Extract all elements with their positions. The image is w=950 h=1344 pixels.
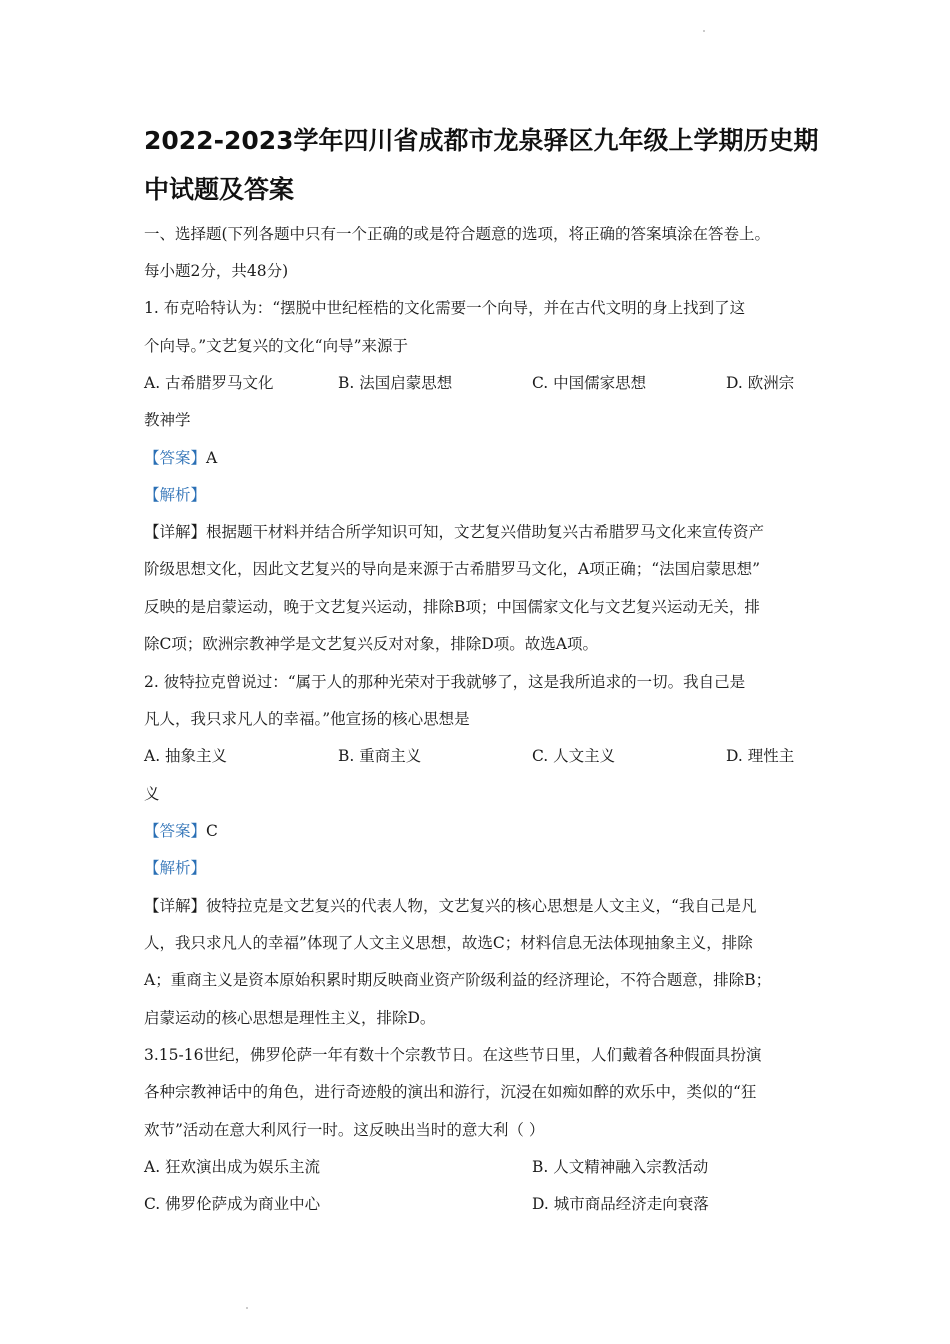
answer-tag: 【答案】: [144, 449, 207, 467]
q2-detail-line-2: 人，我只求凡人的幸福”体现了人文主义思想，故选C；材料信息无法体现抽象主义，排除: [144, 934, 753, 952]
answer-value: A: [206, 449, 218, 467]
q1-detail-line-2: 阶级思想文化，因此文艺复兴的导向是来源于古希腊罗马文化，A项正确；“法国启蒙思想”: [144, 560, 761, 578]
scan-dot: [246, 1307, 248, 1309]
page-title-line-2: 中试题及答案: [144, 175, 295, 204]
q1-detail-line-1: [144, 522, 764, 542]
q1-option-c: C. 中国儒家思想: [532, 374, 647, 392]
page-title-line-1: 2022-2023学年四川省成都市龙泉驿区九年级上学期历史期: [144, 126, 819, 155]
q2-option-b: B. 重商主义: [338, 747, 422, 765]
q3-option-c: C. 佛罗伦萨成为商业中心: [144, 1195, 321, 1213]
section-instruction-line-1: 一、选择题(下列各题中只有一个正确的或是符合题意的选项，将正确的答案填涂在答卷上。: [144, 225, 771, 243]
q2-analysis-tag: 【解析】: [144, 859, 207, 877]
q2-detail-line-3: A；重商主义是资本原始积累时期反映商业资产阶级利益的经济理论，不符合题意，排除B；: [144, 971, 772, 989]
q1-stem-line-2: 个向导。”文艺复兴的文化“向导”来源于: [144, 337, 409, 355]
q3-stem-line-2: 各种宗教神话中的角色，进行奇迹般的演出和游行，沉浸在如痴如醉的欢乐中，类似的“狂: [144, 1083, 757, 1101]
answer-tag: 【答案】: [144, 822, 207, 840]
q1-detail-line-4: 除C项；欧洲宗教神学是文艺复兴反对对象，排除D项。故选A项。: [144, 635, 598, 653]
answer-value: C: [206, 822, 218, 840]
q1-analysis-tag: 【解析】: [144, 486, 207, 504]
q2-detail-line-4: 启蒙运动的核心思想是理性主义，排除D。: [144, 1009, 436, 1027]
q3-option-a: A. 狂欢演出成为娱乐主流: [144, 1158, 321, 1176]
detail-text: 根据题干材料并结合所学知识可知，文艺复兴借助复兴古希腊罗马文化来宣传资产: [206, 523, 765, 541]
q2-answer: [144, 821, 218, 841]
q2-option-a: A. 抽象主义: [144, 747, 228, 765]
q2-stem-line-1: 2. 彼特拉克曾说过：“属于人的那种光荣对于我就够了，这是我所追求的一切。我自己是: [144, 673, 746, 691]
section-instruction-line-2: 每小题2分，共48分): [144, 262, 289, 280]
q3-option-d: D. 城市商品经济走向衰落: [532, 1195, 709, 1213]
detail-tag: 【详解】: [144, 523, 207, 541]
q1-option-a: A. 古希腊罗马文化: [144, 374, 274, 392]
scan-dot: [703, 30, 705, 32]
q3-stem-line-3: 欢节”活动在意大利风行一时。这反映出当时的意大利（ ）: [144, 1121, 545, 1139]
q1-detail-line-3: 反映的是启蒙运动，晚于文艺复兴运动，排除B项；中国儒家文化与文艺复兴运动无关，排: [144, 598, 760, 616]
q1-stem-line-1: 1. 布克哈特认为：“摆脱中世纪桎梏的文化需要一个向导，并在古代文明的身上找到了这: [144, 299, 746, 317]
q2-detail-line-1: [144, 896, 756, 916]
q1-option-d: D. 欧洲宗: [726, 374, 795, 392]
q3-stem-line-1: 3.15-16世纪，佛罗伦萨一年有数十个宗教节日。在这些节日里，人们戴着各种假面具扮演: [144, 1046, 762, 1064]
q2-option-d-continued: 义: [144, 785, 160, 803]
q2-option-d: D. 理性主: [726, 747, 795, 765]
q2-option-c: C. 人文主义: [532, 747, 616, 765]
detail-text: 彼特拉克是文艺复兴的代表人物，文艺复兴的核心思想是人文主义，“我自己是凡: [206, 897, 757, 915]
q1-option-b: B. 法国启蒙思想: [338, 374, 453, 392]
q1-answer: [144, 448, 217, 468]
q3-option-b: B. 人文精神融入宗教活动: [532, 1158, 709, 1176]
q2-stem-line-2: 凡人，我只求凡人的幸福。”他宣扬的核心思想是: [144, 710, 470, 728]
detail-tag: 【详解】: [144, 897, 207, 915]
q1-option-d-continued: 教神学: [144, 411, 191, 429]
